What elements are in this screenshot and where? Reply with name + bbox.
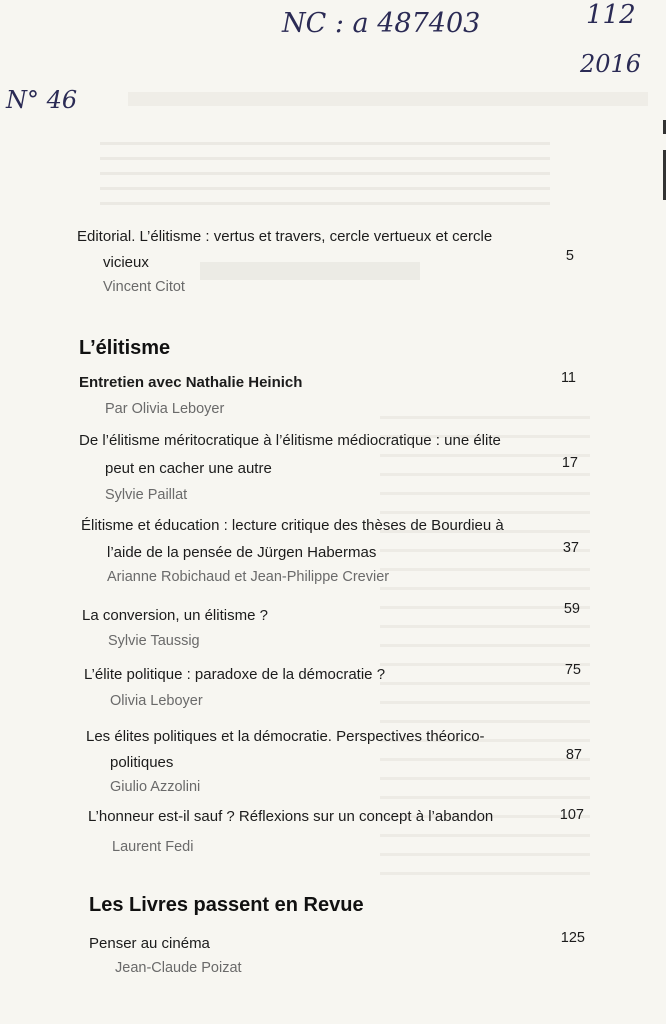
entry-title: Penser au cinéma xyxy=(89,935,210,952)
entry-author: Sylvie Paillat xyxy=(105,487,188,503)
entry-author: Laurent Fedi xyxy=(112,839,194,855)
entry-author: Jean-Claude Poizat xyxy=(115,960,242,976)
handwritten-year: 2016 xyxy=(580,50,642,78)
entry-page: 17 xyxy=(561,455,578,471)
entry-title: Editorial. L’élitisme : vertus et travers, cercle vertueux et cercle xyxy=(77,228,493,245)
entry-page: 37 xyxy=(562,540,579,556)
entry-title-cont: peut en cacher une autre xyxy=(105,460,272,477)
entry-page: 107 xyxy=(559,807,584,823)
entry-author: Giulio Azzolini xyxy=(110,779,201,795)
entry-page: 59 xyxy=(563,601,580,617)
entry-author: Par Olivia Leboyer xyxy=(105,401,225,417)
entry-title-cont: vicieux xyxy=(103,254,149,271)
entry-page: 87 xyxy=(565,747,582,763)
entry-page: 75 xyxy=(564,662,581,678)
handwritten-number: 112 xyxy=(586,0,636,30)
handwritten-shelfmark: NC : a 487403 xyxy=(282,8,481,39)
handwritten-issue: N° 46 xyxy=(6,86,78,114)
entry-title: De l’élitisme méritocratique à l’élitisme médiocratique : une élite xyxy=(79,432,501,449)
entry-title-cont: l’aide de la pensée de Jürgen Habermas xyxy=(107,544,377,561)
entry-title: L’honneur est-il sauf ? Réflexions sur un concept à l’abandon xyxy=(88,808,494,825)
entry-title: L’élite politique : paradoxe de la démocratie ? xyxy=(84,666,386,683)
entry-author: Olivia Leboyer xyxy=(110,693,203,709)
entry-title: Les élites politiques et la démocratie. Perspectives théorico- xyxy=(86,728,485,745)
entry-title-cont: politiques xyxy=(110,754,174,771)
entry-author: Arianne Robichaud et Jean-Philippe Crevier xyxy=(107,569,390,585)
entry-title: La conversion, un élitisme ? xyxy=(82,607,268,624)
entry-title: Élitisme et éducation : lecture critique des thèses de Bourdieu à xyxy=(81,517,504,534)
entry-page: 11 xyxy=(560,370,576,386)
entry-author: Vincent Citot xyxy=(103,279,185,295)
entry-title: Entretien avec Nathalie Heinich xyxy=(79,374,303,391)
section-heading-elitisme: L’élitisme xyxy=(79,337,171,359)
section-heading-livres: Les Livres passent en Revue xyxy=(89,894,364,916)
entry-page: 125 xyxy=(560,930,585,946)
entry-page: 5 xyxy=(565,248,574,264)
entry-author: Sylvie Taussig xyxy=(108,633,200,649)
